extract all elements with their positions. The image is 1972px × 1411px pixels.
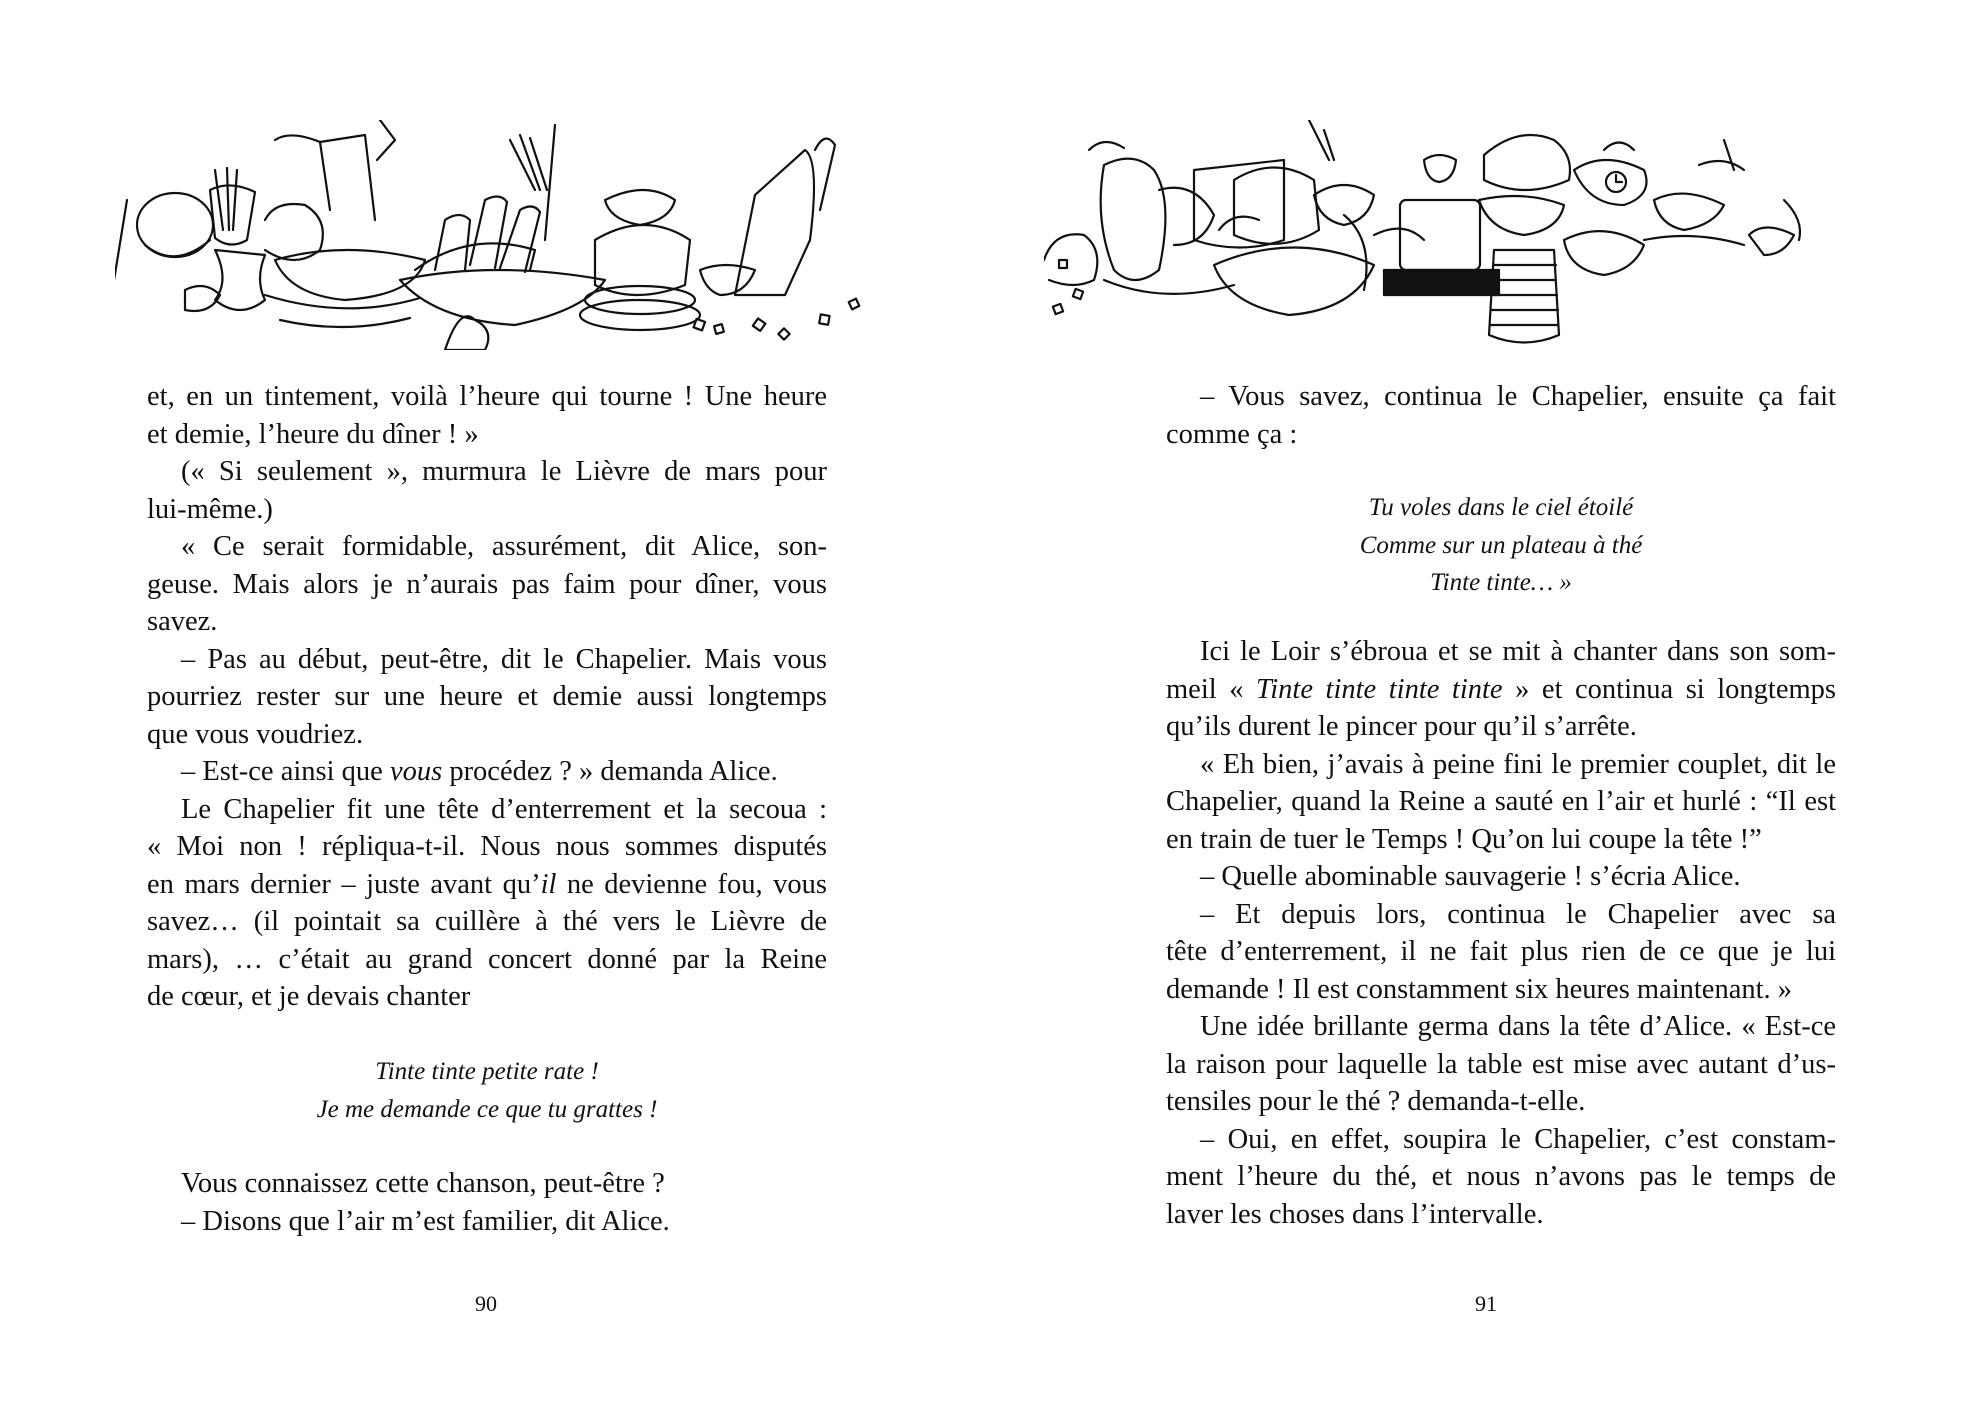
- text-line: « Eh bien, j’avais à peine fini le premier couplet, dit le: [1200, 748, 1836, 780]
- page-number: 90: [475, 1291, 497, 1316]
- text-line: lui-même.): [147, 493, 273, 525]
- text-line: – Vous savez, continua le Chapelier, ensuite ça fait: [1200, 381, 1836, 412]
- text-run: » et continua si longtemps: [1502, 673, 1836, 705]
- teaware-drawing-right: [1044, 120, 1844, 350]
- text-run: meil «: [1166, 673, 1256, 705]
- text-line: pourriez rester sur une heure et demie aussi longtemps: [147, 681, 827, 712]
- text-line: « Ce serait formidable, assurément, dit Alice, son-: [181, 531, 827, 562]
- tea-table-illustration-left: [115, 120, 885, 350]
- text-line: demande ! Il est constamment six heures maintenant. »: [1166, 973, 1793, 1005]
- text-line: Vous connaissez cette chanson, peut-être ?: [181, 1168, 665, 1199]
- text-line: geuse. Mais alors je n’aurais pas faim pour dîner, vous: [147, 568, 827, 600]
- text-line: et demie, l’heure du dîner ! »: [147, 418, 479, 450]
- text-line: – Disons que l’air m’est familier, dit Alice.: [181, 1205, 670, 1237]
- italic-run: il: [540, 868, 557, 900]
- text-line: – Et depuis lors, continua le Chapelier avec sa: [1200, 898, 1836, 930]
- text-line: la raison pour laquelle la table est mise avec autant d’us-: [1166, 1048, 1836, 1080]
- text-run: en mars dernier – juste avant qu’: [147, 868, 541, 900]
- right-text-block-2: [1166, 633, 1836, 1233]
- text-line: « Moi non ! répliqua-t-il. Nous nous sommes disputés: [147, 831, 827, 862]
- italic-run: vous: [389, 756, 443, 787]
- text-line: comme ça :: [1166, 418, 1298, 450]
- left-text-block-2: [147, 1165, 827, 1240]
- text-line: tête d’enterrement, il ne fait plus rien de ce que je lui: [1166, 936, 1836, 967]
- verse-line: Comme sur un plateau à thé: [1359, 531, 1643, 559]
- verse-line: Tinte tinte petite rate !: [375, 1058, 599, 1085]
- verse-line: Je me demande ce que tu grattes !: [316, 1095, 658, 1123]
- text-run: – Est-ce ainsi que: [181, 756, 390, 787]
- text-run: procédez ? » demanda Alice.: [442, 756, 778, 787]
- text-line: Le Chapelier fit une tête d’enterrement et la secoua :: [181, 793, 827, 825]
- text-line: – Quelle abominable sauvagerie ! s’écria Alice.: [1200, 861, 1741, 892]
- song-verse-right: [1166, 489, 1836, 602]
- text-line: que vous voudriez.: [147, 718, 364, 750]
- teaware-drawing-left: [115, 120, 885, 350]
- text-line: Une idée brillante germa dans la tête d’Alice. « Est-ce: [1200, 1011, 1836, 1042]
- right-page: [986, 0, 1972, 1411]
- right-text-block-1: [1166, 378, 1836, 453]
- text-line: laver les choses dans l’intervalle.: [1166, 1198, 1544, 1230]
- text-line: de cœur, et je devais chanter: [147, 981, 471, 1012]
- italic-run: Tinte tinte tinte tinte: [1255, 673, 1503, 705]
- song-verse-left: [147, 1053, 827, 1128]
- left-text-block-1: [147, 378, 827, 1016]
- text-line-vous: [147, 753, 827, 791]
- verse-line: Tinte tinte… »: [1430, 569, 1572, 596]
- text-line: Ici le Loir s’ébroua et se mit à chanter dans son som-: [1200, 636, 1836, 667]
- text-line: en train de tuer le Temps ! Qu’on lui coupe la tête !”: [1166, 823, 1762, 855]
- text-line-il: [147, 866, 827, 904]
- text-line: et, en un tintement, voilà l’heure qui tourne ! Une heure: [147, 381, 827, 412]
- text-line-loir: [1166, 671, 1836, 709]
- text-line: qu’ils durent le pincer pour qu’il s’arrête.: [1166, 711, 1637, 742]
- text-line: – Oui, en effet, soupira le Chapelier, c’est constam-: [1200, 1123, 1836, 1155]
- tea-table-illustration-right: [1044, 120, 1844, 350]
- text-line: Chapelier, quand la Reine a sauté en l’air et hurlé : “Il est: [1166, 786, 1836, 817]
- text-line: savez.: [147, 606, 218, 637]
- text-line: – Pas au début, peut-être, dit le Chapelier. Mais vous: [181, 643, 827, 675]
- page-number: 91: [1475, 1291, 1497, 1316]
- text-line: mars), … c’était au grand concert donné par la Reine: [147, 943, 827, 975]
- text-line: (« Si seulement », murmura le Lièvre de mars pour: [181, 456, 827, 487]
- text-run: ne devienne fou, vous: [556, 868, 827, 900]
- text-line: savez… (il pointait sa cuillère à thé vers le Lièvre de: [147, 906, 827, 937]
- verse-line: Tu voles dans le ciel étoilé: [1368, 494, 1634, 521]
- text-line: tensiles pour le thé ? demanda-t-elle.: [1166, 1086, 1586, 1117]
- text-line: ment l’heure du thé, et nous n’avons pas le temps de: [1166, 1161, 1836, 1192]
